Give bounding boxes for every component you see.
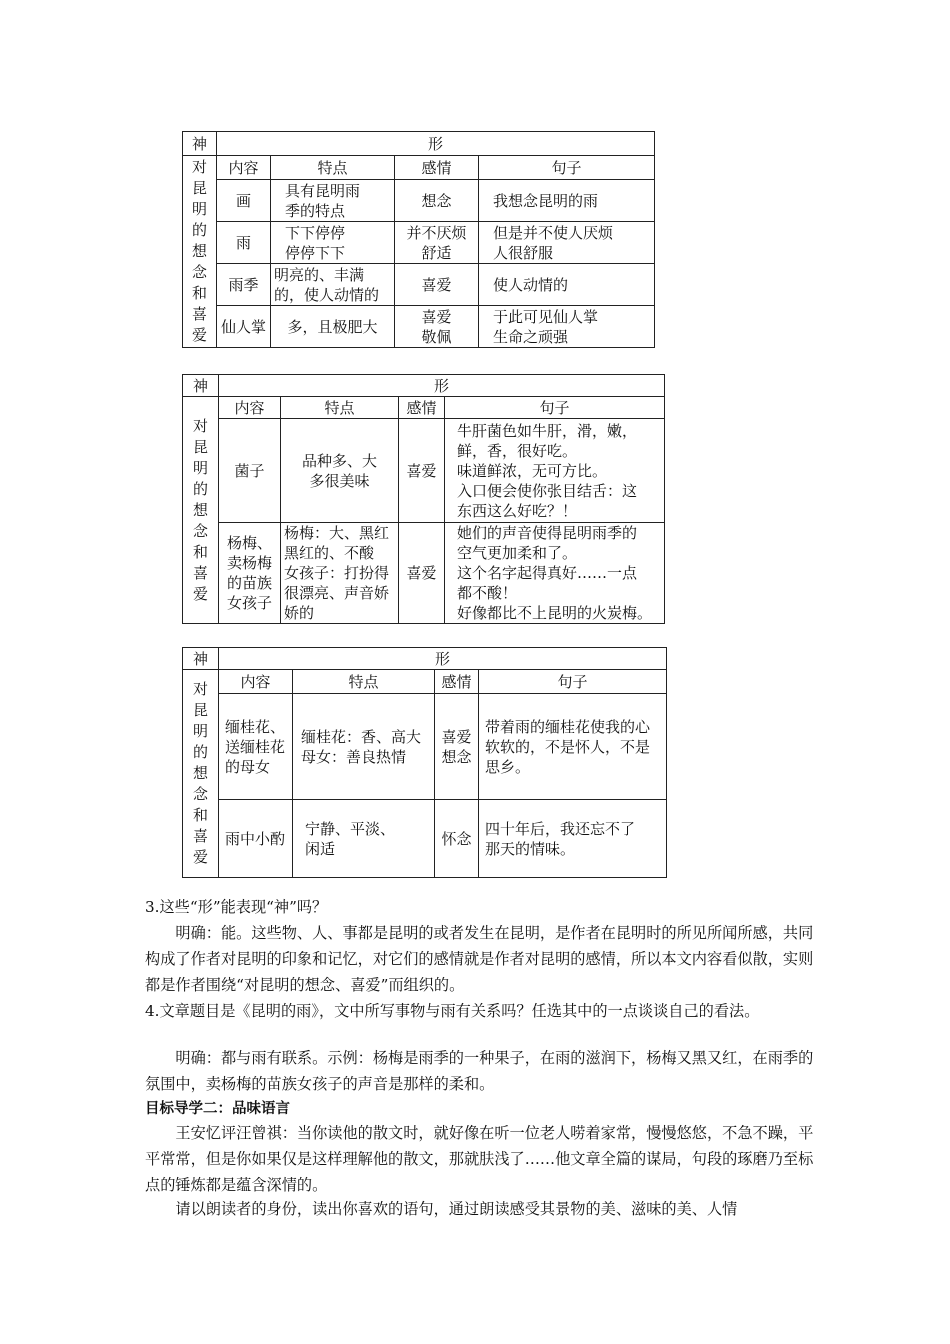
col-header: 感情 <box>395 156 479 180</box>
xing-header: 形 <box>219 648 667 670</box>
emotion-cell: 喜爱 <box>395 264 479 306</box>
shen-header: 神 <box>183 375 219 397</box>
paragraph-quote: 王安忆评汪曾祺：当你读他的散文时，就好像在听一位老人唠着家常，慢慢悠悠，不急不躁，平平常常，但是你如果仅是这样理解他的散文，那就肤浅了……他文章全篇的谋局，句段的琢磨乃至标点的锤炼都是蕴含深情的。 <box>145 1124 814 1194</box>
sentence-cell: 但是并不使人厌烦 人很舒服 <box>479 222 655 264</box>
shen-header: 神 <box>183 648 219 670</box>
col-header: 句子 <box>479 156 655 180</box>
question-3: 3.这些“形”能表现“神”吗？ <box>145 898 328 916</box>
emotion-cell: 喜爱 敬佩 <box>395 306 479 348</box>
emotion-cell: 怀念 <box>435 800 479 878</box>
emotion-cell: 想念 <box>395 180 479 222</box>
feature-cell: 缅桂花：香、高大 母女：善良热情 <box>293 694 435 800</box>
feature-cell: 杨梅：大、黑红 黑红的、不酸 女孩子：打扮得 很漂亮、声音娇 娇的 <box>281 523 399 624</box>
feature-cell: 品种多、大 多很美味 <box>281 419 399 523</box>
feature-cell: 多，且极肥大 <box>271 306 395 348</box>
feature-cell: 宁静、平淡、 闲适 <box>293 800 435 878</box>
content-cell: 雨中小酌 <box>219 800 293 878</box>
table-row <box>183 523 665 624</box>
col-header: 特点 <box>271 156 395 180</box>
sentence-cell: 我想念昆明的雨 <box>479 180 655 222</box>
section-heading: 目标导学二：品味语言 <box>145 1101 290 1117</box>
table-row <box>183 800 667 878</box>
feature-cell: 明亮的、丰满 的，使人动情的 <box>271 264 395 306</box>
sentence-cell: 带着雨的缅桂花使我的心 软软的，不是怀人，不是 思乡。 <box>479 694 667 800</box>
side-label: 对昆明的想念和喜爱 <box>183 397 219 624</box>
paragraph-instruction: 请以朗读者的身份，读出你喜欢的语句，通过朗读感受其景物的美、滋味的美、人情 <box>175 1200 738 1218</box>
emotion-cell: 并不厌烦 舒适 <box>395 222 479 264</box>
content-cell: 菌子 <box>219 419 281 523</box>
side-label: 对昆明的想念和喜爱 <box>183 670 219 878</box>
emotion-cell: 喜爱 <box>399 419 445 523</box>
table-3 <box>182 647 667 878</box>
side-label: 对昆明的想念和喜爱 <box>183 156 217 348</box>
xing-header: 形 <box>217 132 655 156</box>
sentence-cell: 她们的声音使得昆明雨季的 空气更加柔和了。 这个名字起得真好……一点 都不酸！ 好像都比不上昆明的火炭梅。 <box>445 523 665 624</box>
table-row <box>183 419 665 523</box>
col-header: 句子 <box>479 670 667 694</box>
answer-4: 明确：都与雨有联系。示例：杨梅是雨季的一种果子，在雨的滋润下，杨梅又黑又红，在雨季的氛围中，卖杨梅的苗族女孩子的声音是那样的柔和。 <box>145 1049 814 1093</box>
table-row <box>183 694 667 800</box>
content-cell: 缅桂花、 送缅桂花 的母女 <box>219 694 293 800</box>
content-cell: 雨季 <box>217 264 271 306</box>
emotion-cell: 喜爱 想念 <box>435 694 479 800</box>
col-header: 句子 <box>445 397 665 419</box>
sentence-cell: 牛肝菌色如牛肝，滑，嫩， 鲜，香，很好吃。 味道鲜浓，无可方比。 入口便会使你张目结舌：这 东西这么好吃？！ <box>445 419 665 523</box>
sentence-cell: 四十年后，我还忘不了 那天的情味。 <box>479 800 667 878</box>
content-cell: 仙人掌 <box>217 306 271 348</box>
col-header: 感情 <box>399 397 445 419</box>
col-header: 内容 <box>219 397 281 419</box>
sentence-cell: 于此可见仙人掌 生命之顽强 <box>479 306 655 348</box>
content-cell: 雨 <box>217 222 271 264</box>
question-4: 4.文章题目是《昆明的雨》，文中所写事物与雨有关系吗？任选其中的一点谈谈自己的看法。 <box>145 1002 760 1020</box>
col-header: 内容 <box>219 670 293 694</box>
table-1 <box>182 131 655 348</box>
table-row <box>183 306 655 348</box>
table-2 <box>182 374 665 624</box>
feature-cell: 具有昆明雨 季的特点 <box>271 180 395 222</box>
content-cell: 杨梅、 卖杨梅 的苗族 女孩子 <box>219 523 281 624</box>
content-cell: 画 <box>217 180 271 222</box>
xing-header: 形 <box>219 375 665 397</box>
table-row <box>183 222 655 264</box>
col-header: 特点 <box>293 670 435 694</box>
feature-cell: 下下停停 停停下下 <box>271 222 395 264</box>
shen-header: 神 <box>183 132 217 156</box>
table-row <box>183 180 655 222</box>
answer-3: 明确：能。这些物、人、事都是昆明的或者发生在昆明，是作者在昆明时的所见所闻所感，共同构成了作者对昆明的印象和记忆，对它们的感情就是作者对昆明的感情，所以本文内容看似散，实则都是作者围绕“对昆明的想念、喜爱”而组织的。 <box>145 924 814 994</box>
emotion-cell: 喜爱 <box>399 523 445 624</box>
col-header: 感情 <box>435 670 479 694</box>
table-row <box>183 264 655 306</box>
col-header: 特点 <box>281 397 399 419</box>
col-header: 内容 <box>217 156 271 180</box>
sentence-cell: 使人动情的 <box>479 264 655 306</box>
